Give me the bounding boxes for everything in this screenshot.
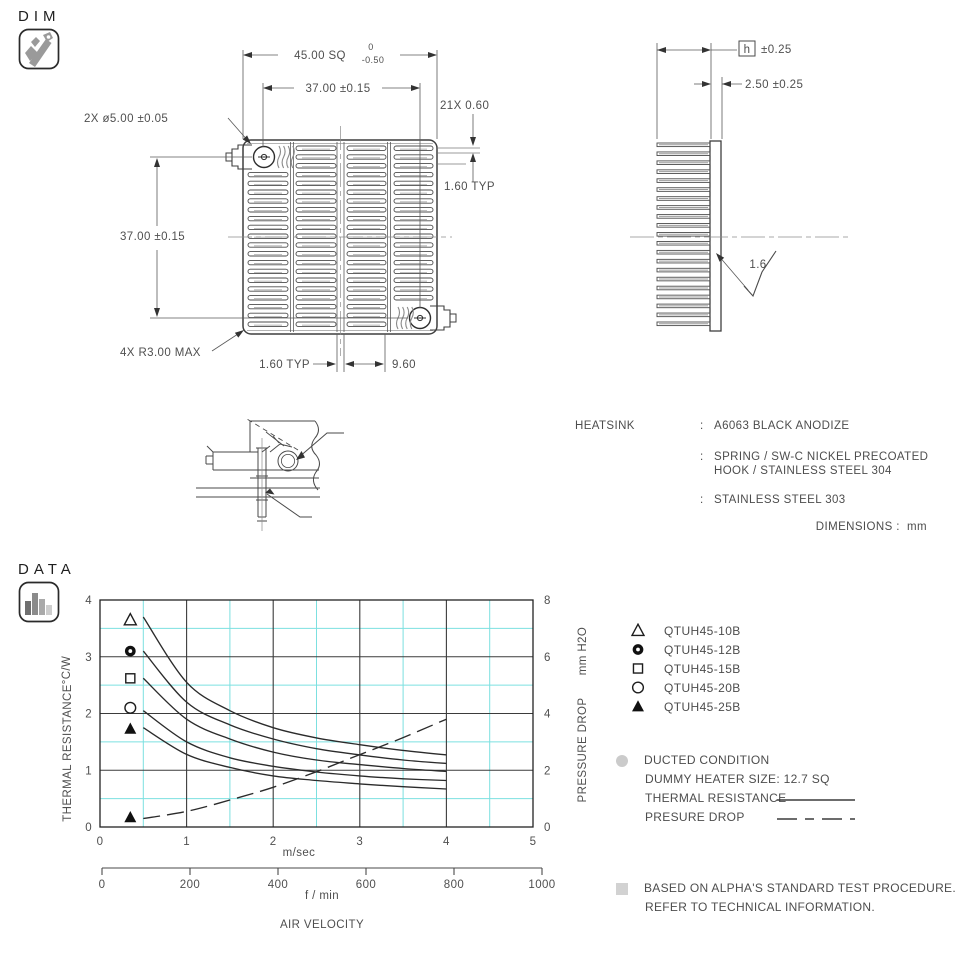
svg-text:3: 3 bbox=[356, 836, 364, 848]
svg-text:5: 5 bbox=[529, 836, 537, 848]
legend-item: QTUH45-20B bbox=[630, 678, 741, 697]
dim-hole-pitch-vertical: 37.00 ±0.15 bbox=[120, 231, 186, 243]
dim-height-symbol: h bbox=[743, 44, 751, 56]
y-left-axis-title: THERMAL RESISTANCE bbox=[62, 684, 74, 822]
dim-overall-tol-bottom: -0.50 bbox=[361, 55, 385, 65]
heatsink-front-view bbox=[226, 126, 456, 356]
svg-text:4: 4 bbox=[443, 836, 450, 848]
performance-chart bbox=[85, 595, 555, 891]
legend-item: QTUH45-25B bbox=[630, 697, 741, 716]
dim-center-gap: 1.60 TYP bbox=[259, 359, 310, 371]
material-row-heatsink: HEATSINK : A6063 BLACK ANODIZE bbox=[575, 420, 850, 432]
svg-text:4: 4 bbox=[544, 708, 551, 721]
dim-pin-holes: 2X ø5.00 ±0.05 bbox=[84, 113, 169, 125]
svg-text:4: 4 bbox=[85, 595, 92, 607]
svg-text:1: 1 bbox=[183, 836, 190, 848]
svg-text:0: 0 bbox=[544, 822, 551, 834]
dim-gap-offset: 9.60 bbox=[392, 359, 416, 371]
test-procedure-note: BASED ON ALPHA'S STANDARD TEST PROCEDURE. bbox=[616, 879, 961, 898]
svg-text:800: 800 bbox=[443, 879, 465, 891]
svg-text:600: 600 bbox=[355, 879, 377, 891]
svg-text:400: 400 bbox=[267, 879, 289, 891]
circle-dot-marker-icon bbox=[630, 642, 647, 657]
solid-line-sample bbox=[776, 798, 856, 802]
test-condition-notes bbox=[616, 751, 956, 827]
svg-text:2: 2 bbox=[269, 836, 277, 848]
legend-item: QTUH45-12B bbox=[630, 640, 741, 659]
dim-height-tolerance: ±0.25 bbox=[761, 44, 792, 56]
square-bullet-icon bbox=[616, 883, 628, 895]
y-right-unit-label: mm H2O bbox=[577, 626, 589, 676]
materials-block bbox=[575, 419, 935, 534]
heatsink-side-view bbox=[630, 141, 848, 331]
circle-bullet-icon bbox=[616, 755, 628, 767]
y-right-axis-title: PRESSURE DROP bbox=[577, 697, 589, 803]
svg-text:200: 200 bbox=[179, 879, 201, 891]
pressure-drop-key: PRESURE DROP bbox=[616, 808, 956, 827]
svg-text:1: 1 bbox=[85, 765, 92, 778]
svg-text:3: 3 bbox=[85, 651, 92, 664]
dummy-heater-note: DUMMY HEATER SIZE: 12.7 SQ bbox=[645, 772, 830, 786]
triangle-open-marker-icon bbox=[630, 623, 647, 638]
dim-fin-thickness: 21X 0.60 bbox=[440, 100, 490, 112]
svg-text:6: 6 bbox=[544, 651, 551, 664]
square-open-marker-icon bbox=[630, 661, 647, 676]
x-axis-title: AIR VELOCITY bbox=[279, 919, 365, 931]
dim-surface-roughness: 1.6 bbox=[749, 259, 767, 271]
legend-item: QTUH45-15B bbox=[630, 659, 741, 678]
dim-base-thickness: 2.50 ±0.25 bbox=[745, 79, 804, 91]
svg-text:0: 0 bbox=[85, 822, 92, 834]
svg-text:0: 0 bbox=[96, 836, 104, 848]
svg-text:0: 0 bbox=[98, 879, 106, 891]
circle-open-marker-icon bbox=[630, 680, 647, 695]
dashed-line-sample bbox=[776, 817, 856, 821]
footer-notes bbox=[616, 879, 961, 917]
svg-text:1000: 1000 bbox=[528, 879, 556, 891]
dim-corner-radius: 4X R3.00 MAX bbox=[120, 347, 201, 359]
svg-text:2: 2 bbox=[85, 708, 92, 721]
x-axis-secondary-unit-label: f / min bbox=[304, 890, 340, 902]
dim-hole-pitch-horizontal: 37.00 ±0.15 bbox=[305, 83, 371, 95]
materials-heading: HEATSINK bbox=[575, 420, 635, 432]
dim-fin-pitch: 1.60 TYP bbox=[444, 181, 495, 193]
ducted-condition-note: DUCTED CONDITION bbox=[616, 751, 956, 770]
data-section-title: DATA bbox=[18, 561, 76, 578]
material-row-steel: : STAINLESS STEEL 303 bbox=[700, 494, 846, 506]
dim-overall-tol-top: 0 bbox=[368, 42, 374, 52]
legend-item: QTUH45-10B bbox=[630, 621, 741, 640]
dim-section-title: DIM bbox=[18, 8, 61, 25]
dim-overall-width: 45.00 SQ bbox=[294, 50, 346, 62]
svg-text:8: 8 bbox=[544, 595, 551, 607]
triangle-filled-marker-icon bbox=[630, 699, 647, 714]
spring-hook-detail-view bbox=[196, 419, 344, 531]
x-axis-unit-label: m/sec bbox=[282, 847, 316, 859]
chart-legend bbox=[630, 621, 741, 716]
svg-text:2: 2 bbox=[544, 765, 551, 778]
technical-info-note: REFER TO TECHNICAL INFORMATION. bbox=[645, 900, 875, 914]
y-left-unit-label: °C/W bbox=[61, 655, 73, 685]
dimensions-units-note: DIMENSIONS : mm bbox=[815, 521, 927, 533]
material-row-spring-hook: : SPRING / SW-C NICKEL PRECOATED HOOK / STAINLESS STEEL 304 bbox=[700, 451, 929, 477]
thermal-resistance-key: THERMAL RESISTANCE bbox=[616, 789, 956, 808]
